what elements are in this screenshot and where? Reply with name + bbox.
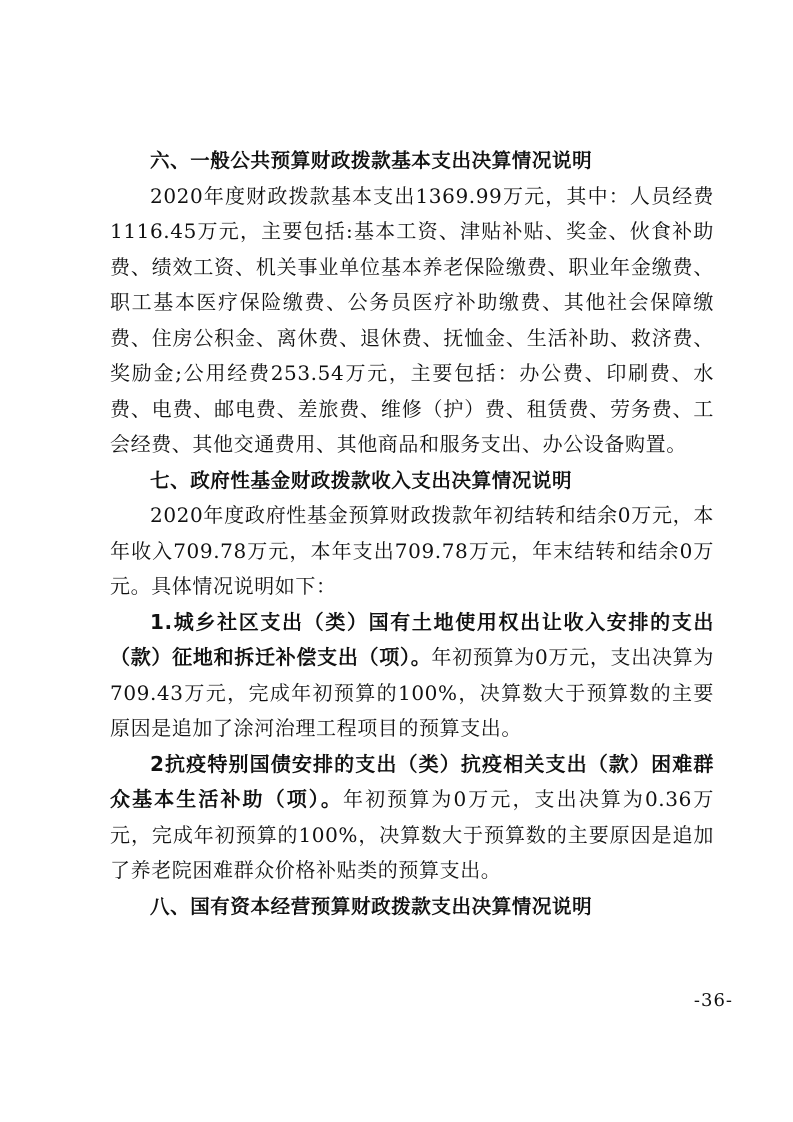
section-7-item-2-title: 2抗疫特别国债安排的支出（类）抗疫相关支出（款）困难群众基本生活补助（项）。 (110, 751, 714, 811)
section-7-item-1-title: 1.城乡社区支出（类）国有土地使用权出让收入安排的支出（款）征地和拆迁补偿支出（项）。 (110, 609, 714, 669)
section-7-intro: 2020年度政府性基金预算财政拨款年初结转和结余0万元，本年收入709.78万元，本年支出709.78万元，年末结转和结余0万元。具体情况说明如下： (110, 503, 714, 598)
section-7-item-2 (110, 747, 714, 889)
section-6-heading: 六、一般公共预算财政拨款基本支出决算情况说明 (150, 149, 593, 172)
section-8-heading: 八、国有资本经营预算财政拨款支出决算情况说明 (150, 894, 593, 918)
section-7-heading: 七、政府性基金财政拨款收入支出决算情况说明 (150, 468, 573, 492)
document-page (110, 143, 714, 924)
section-7-item-1-text: 年初预算为0万元，支出决算为709.43万元，完成年初预算的100%，决算数大于预算数的主要原因是追加了涂河治理工程项目的预算支出。 (110, 645, 714, 740)
section-7-item-1 (110, 605, 714, 747)
section-7-item-2-text: 年初预算为0万元，支出决算为0.36万元，完成年初预算的100%，决算数大于预算数的主要原因是追加了养老院困难群众价格补贴类的预算支出。 (110, 787, 715, 882)
section-6-body: 2020年度财政拨款基本支出1369.99万元，其中：人员经费1116.45万元，主要包括:基本工资、津贴补贴、奖金、伙食补助费、绩效工资、机关事业单位基本养老保险缴费、职业年金缴费、职工基本医疗保险缴费、公务员医疗补助缴费、其他社会保障缴费、住房公积金、离休费、退休费、抚恤金、生活补助、救济费、奖励金;公用经费253.54万元，主要包括：办公费、印刷费、水费、电费、邮电费、差旅费、维修（护）费、租赁费、劳务费、工会经费、其他交通费用、其他商品和服务支出、办公设备购置。 (110, 183, 714, 456)
page-number: -36- (693, 990, 733, 1011)
